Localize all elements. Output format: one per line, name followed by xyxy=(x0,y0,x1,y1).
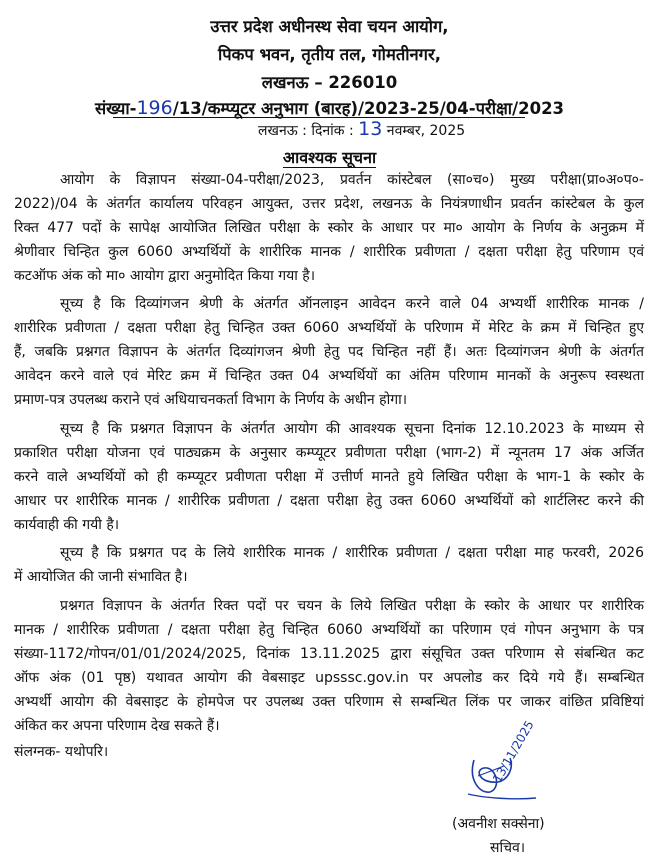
date-suffix: नवम्बर, 2025 xyxy=(386,123,466,139)
para3-line4: आधार पर शारीरिक मानक / शारीरिक प्रवीणता / दक्षता परीक्षा हेतु उक्त 6060 अभ्यर्थियों को शार्टलिस्ट करने की xyxy=(14,493,644,509)
para2-line1: सूच्य है कि दिव्यांगजन श्रेणी के अंतर्गत ऑनलाइन आवेदन करने वाले 04 अभ्यर्थी शारीरिक मानक / xyxy=(60,296,644,312)
notice-title-text: आवश्यक सूचना xyxy=(282,148,377,167)
para2-line4: आवेदन करने वाले एवं मेरिट क्रम में चिन्हित उक्त 04 अभ्यर्थियों का अंतिम परिणाम मानकों के अनुरूप स्वस्थता xyxy=(14,368,644,384)
org-address: पिकप भवन, तृतीय तल, गोमतीनगर, xyxy=(218,45,441,64)
para1-line1: आयोग के विज्ञापन संख्या-04-परीक्षा/2023, प्रवर्तन कांस्टेबल (सा०च०) मुख्य परीक्षा(प्रा०अ०प०- xyxy=(60,172,644,188)
para1-line4: श्रेणीवार चिन्हित कुल 6060 अभ्यर्थियों के शारीरिक मानक / शारीरिक प्रवीणता / दक्षता परीक्षा हेतु परिणाम एवं xyxy=(14,244,644,260)
signature-date: 13/11/2025 xyxy=(490,718,537,785)
para5-line5: अभ्यर्थी आयोग की वेबसाइट के होमपेज पर उपलब्ध उक्त परिणाम से सम्बन्धित लिंक पर जाकर वांछित प्रविष्टियां xyxy=(14,694,644,710)
para2-line2: शारीरिक प्रवीणता / दक्षता परीक्षा हेतु चिन्हित उक्त 6060 अभ्यर्थियों के परिणाम में मेरिट के क्रम में चिन्हित हुए xyxy=(14,320,644,336)
para1-line3: रिक्त 477 पदों के सापेक्ष आयोजित लिखित परीक्षा के स्कोर के आधार पर मा० आयोग के निर्णय के अनुक्रम में xyxy=(14,220,644,236)
para5-line2: मानक / शारीरिक प्रवीणता / दक्षता परीक्षा हेतु चिन्हित 6060 अभ्यर्थियों का परिणाम एवं गोपन अनुभाग के पत्र xyxy=(14,622,644,638)
para3-line1: सूच्य है कि प्रश्नगत विज्ञापन के अंतर्गत आयोग की आवश्यक सूचना दिनांक 12.10.2023 के माध्यम से xyxy=(60,421,644,437)
signatory-name: (अवनीश सक्सेना) xyxy=(452,816,545,832)
para4-line1: सूच्य है कि प्रश्नगत पद के लिये शारीरिक मानक / शारीरिक प्रवीणता / दक्षता परीक्षा माह फरवरी, 2026 xyxy=(60,545,644,561)
para5-line4: ऑफ अंक (01 पृष्ठ) यथावत आयोग की वेबसाइट upsssc.gov.in पर अपलोड कर दिये गये हैं। सम्बन्धित xyxy=(14,670,644,686)
date-line xyxy=(258,118,465,140)
reference-handwritten-number: 196 xyxy=(136,97,173,119)
org-name: उत्तर प्रदेश अधीनस्थ सेवा चयन आयोग, xyxy=(210,17,449,36)
notice-title xyxy=(0,146,659,168)
enclosure-note: संलग्नक- यथोपरि। xyxy=(14,744,109,760)
date-prefix: लखनऊ : दिनांक : xyxy=(258,123,354,139)
para2-line5: प्रमाण-पत्र उपलब्ध कराने एवं अधियाचनकर्ता विभाग के निर्णय के अधीन होगा। xyxy=(14,392,408,408)
para2-line3: हैं, जबकि प्रश्नगत विज्ञापन के अंतर्गत दिव्यांगजन श्रेणी हेतु पद चिन्हित नहीं हैं। अतः दिव्यांगजन श्रेणी के अंतर्गत xyxy=(14,344,644,360)
para5-line1: प्रश्नगत विज्ञापन के अंतर्गत रिक्त पदों पर चयन के लिये लिखित परीक्षा के स्कोर के आधार पर शारीरिक xyxy=(60,598,644,614)
para3-line3: करने वाले अभ्यर्थियों को ही कम्प्यूटर प्रवीणता परीक्षा में उत्तीर्ण मानते हुये लिखित परीक्षा के भाग-1 के स्कोर के xyxy=(14,469,644,485)
signatory-designation: सचिव। xyxy=(490,840,526,856)
para1-line5: कटऑफ अंक को मा० आयोग द्वारा अनुमोदित किया गया है। xyxy=(14,268,316,284)
reference-prefix: संख्या- xyxy=(94,99,137,118)
reference-suffix: /13/कम्प्यूटर अनुभाग (बारह)/2023-25/04-परीक्षा/2023 xyxy=(172,99,565,118)
reference-number xyxy=(0,96,659,119)
date-handwritten-day: 13 xyxy=(358,118,383,140)
para1-line2: 2022)/04 के अंतर्गत कार्यालय परिवहन आयुक्त, उत्तर प्रदेश, लखनऊ के नियंत्रणाधीन प्रवर्तन कांस्टेबल के कुल xyxy=(14,196,644,212)
para4-line2: में आयोजित की जानी संभावित है। xyxy=(14,569,188,585)
para3-line5: कार्यवाही की गयी है। xyxy=(14,517,120,533)
para5-line6: अंकित कर अपना परिणाम देख सकते हैं। xyxy=(14,718,220,734)
para3-line2: प्रकाशित परीक्षा योजना एवं पाठ्यक्रम के अनुसार कम्प्यूटर प्रवीणता परीक्षा (भाग-2) में न्यूनतम 17 अंक अर्जित xyxy=(14,445,644,461)
para5-line3: संख्या-1172/गोपन/01/01/2024/2025, दिनांक 13.11.2025 द्वारा संसूचित उक्त परिणाम से संबन्धित कट xyxy=(14,646,644,662)
org-city: लखनऊ – 226010 xyxy=(261,73,398,92)
